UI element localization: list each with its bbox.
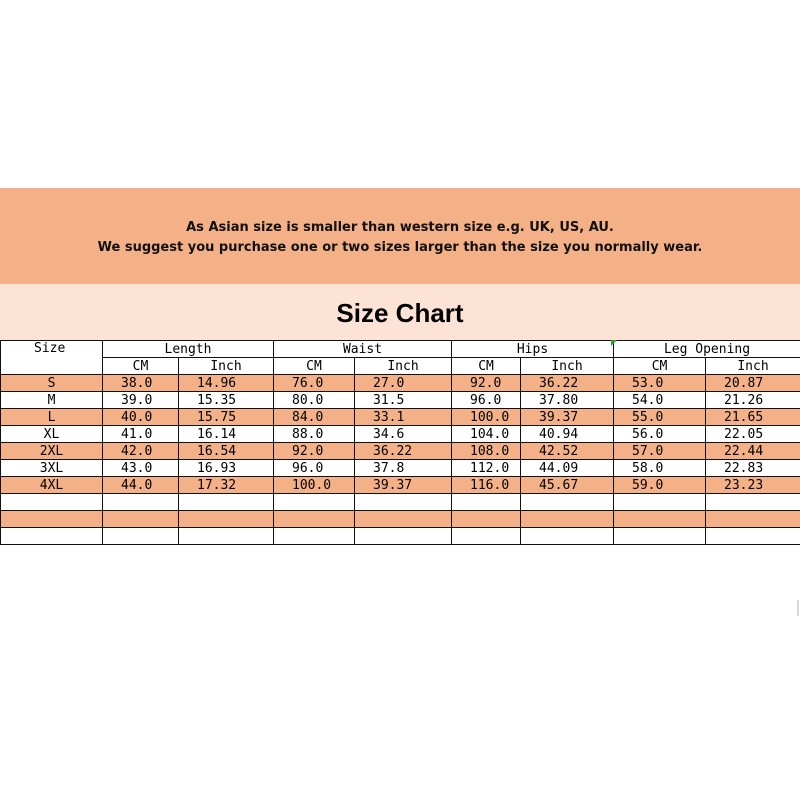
size-header: Size (1, 341, 103, 375)
table-row (1, 426, 800, 443)
measurement-cell: 42.0 (103, 443, 179, 460)
empty-cell (614, 511, 706, 528)
measurement-cell: 15.35 (179, 392, 274, 409)
group-header-row (1, 341, 800, 358)
measurement-cell: 44.09 (521, 460, 614, 477)
empty-cell (274, 511, 355, 528)
empty-cell (706, 511, 800, 528)
empty-cell (521, 528, 614, 545)
edge-divider (797, 600, 799, 616)
title-band (0, 284, 800, 340)
empty-cell (1, 511, 103, 528)
measurement-cell: 42.52 (521, 443, 614, 460)
measurement-cell: 84.0 (274, 409, 355, 426)
table-row (1, 443, 800, 460)
measurement-cell: 14.96 (179, 375, 274, 392)
measurement-cell: 92.0 (452, 375, 521, 392)
measurement-cell: 37.80 (521, 392, 614, 409)
empty-cell (1, 494, 103, 511)
measurement-cell: 22.05 (706, 426, 800, 443)
measurement-cell: 21.26 (706, 392, 800, 409)
empty-row (1, 528, 800, 545)
notice-line-2: We suggest you purchase one or two sizes larger than the size you normally wear. (97, 240, 703, 255)
empty-cell (452, 528, 521, 545)
page-title: Size Chart (336, 297, 464, 328)
empty-cell (614, 494, 706, 511)
empty-cell (103, 511, 179, 528)
waist-header: Waist (274, 341, 452, 358)
measurement-cell: 96.0 (274, 460, 355, 477)
unit-header: Inch (706, 358, 800, 375)
unit-header: CM (103, 358, 179, 375)
empty-cell (355, 528, 452, 545)
measurement-cell: 58.0 (614, 460, 706, 477)
measurement-cell: 37.8 (355, 460, 452, 477)
measurement-cell: 39.37 (521, 409, 614, 426)
measurement-cell: 54.0 (614, 392, 706, 409)
empty-cell (1, 528, 103, 545)
unit-header: Inch (355, 358, 452, 375)
empty-row (1, 494, 800, 511)
table-row (1, 409, 800, 426)
measurement-cell: 22.44 (706, 443, 800, 460)
measurement-cell: 22.83 (706, 460, 800, 477)
size-cell: XL (1, 426, 103, 443)
measurement-cell: 53.0 (614, 375, 706, 392)
empty-cell (521, 494, 614, 511)
measurement-cell: 92.0 (274, 443, 355, 460)
unit-header: CM (452, 358, 521, 375)
empty-cell (706, 494, 800, 511)
measurement-cell: 55.0 (614, 409, 706, 426)
empty-cell (179, 511, 274, 528)
leg-opening-header: Leg Opening (614, 341, 800, 358)
unit-header: CM (614, 358, 706, 375)
notice-line-1: As Asian size is smaller than western size e.g. UK, US, AU. (186, 220, 614, 235)
measurement-cell: 33.1 (355, 409, 452, 426)
empty-cell (274, 528, 355, 545)
measurement-cell: 16.14 (179, 426, 274, 443)
unit-header-row (1, 358, 800, 375)
length-header: Length (103, 341, 274, 358)
measurement-cell: 36.22 (355, 443, 452, 460)
measurement-cell: 100.0 (452, 409, 521, 426)
empty-cell (355, 494, 452, 511)
measurement-cell: 17.32 (179, 477, 274, 494)
measurement-cell: 100.0 (274, 477, 355, 494)
empty-cell (179, 528, 274, 545)
measurement-cell: 80.0 (274, 392, 355, 409)
measurement-cell: 40.0 (103, 409, 179, 426)
measurement-cell: 116.0 (452, 477, 521, 494)
measurement-cell: 20.87 (706, 375, 800, 392)
notice-banner (0, 188, 800, 284)
measurement-cell: 39.0 (103, 392, 179, 409)
empty-cell (274, 494, 355, 511)
unit-header: Inch (179, 358, 274, 375)
empty-cell (521, 511, 614, 528)
size-cell: M (1, 392, 103, 409)
measurement-cell: 96.0 (452, 392, 521, 409)
table-row (1, 392, 800, 409)
measurement-cell: 41.0 (103, 426, 179, 443)
measurement-cell: 57.0 (614, 443, 706, 460)
empty-cell (452, 511, 521, 528)
unit-header: CM (274, 358, 355, 375)
size-cell: L (1, 409, 103, 426)
table-row (1, 477, 800, 494)
table-row (1, 375, 800, 392)
hips-header: Hips (452, 341, 614, 358)
empty-cell (103, 494, 179, 511)
measurement-cell: 31.5 (355, 392, 452, 409)
unit-header: Inch (521, 358, 614, 375)
measurement-cell: 16.54 (179, 443, 274, 460)
measurement-cell: 56.0 (614, 426, 706, 443)
measurement-cell: 21.65 (706, 409, 800, 426)
measurement-cell: 108.0 (452, 443, 521, 460)
empty-cell (355, 511, 452, 528)
size-chart-table (0, 340, 800, 545)
empty-cell (452, 494, 521, 511)
cell-comment-marker (611, 340, 617, 346)
measurement-cell: 88.0 (274, 426, 355, 443)
measurement-cell: 45.67 (521, 477, 614, 494)
empty-cell (103, 528, 179, 545)
measurement-cell: 43.0 (103, 460, 179, 477)
empty-cell (614, 528, 706, 545)
measurement-cell: 38.0 (103, 375, 179, 392)
measurement-cell: 104.0 (452, 426, 521, 443)
measurement-cell: 112.0 (452, 460, 521, 477)
measurement-cell: 39.37 (355, 477, 452, 494)
measurement-cell: 27.0 (355, 375, 452, 392)
size-cell: 2XL (1, 443, 103, 460)
measurement-cell: 76.0 (274, 375, 355, 392)
empty-row (1, 511, 800, 528)
measurement-cell: 40.94 (521, 426, 614, 443)
measurement-cell: 59.0 (614, 477, 706, 494)
measurement-cell: 16.93 (179, 460, 274, 477)
measurement-cell: 44.0 (103, 477, 179, 494)
size-cell: 3XL (1, 460, 103, 477)
size-cell: S (1, 375, 103, 392)
empty-cell (706, 528, 800, 545)
table-row (1, 460, 800, 477)
size-cell: 4XL (1, 477, 103, 494)
measurement-cell: 15.75 (179, 409, 274, 426)
measurement-cell: 23.23 (706, 477, 800, 494)
empty-cell (179, 494, 274, 511)
measurement-cell: 36.22 (521, 375, 614, 392)
measurement-cell: 34.6 (355, 426, 452, 443)
